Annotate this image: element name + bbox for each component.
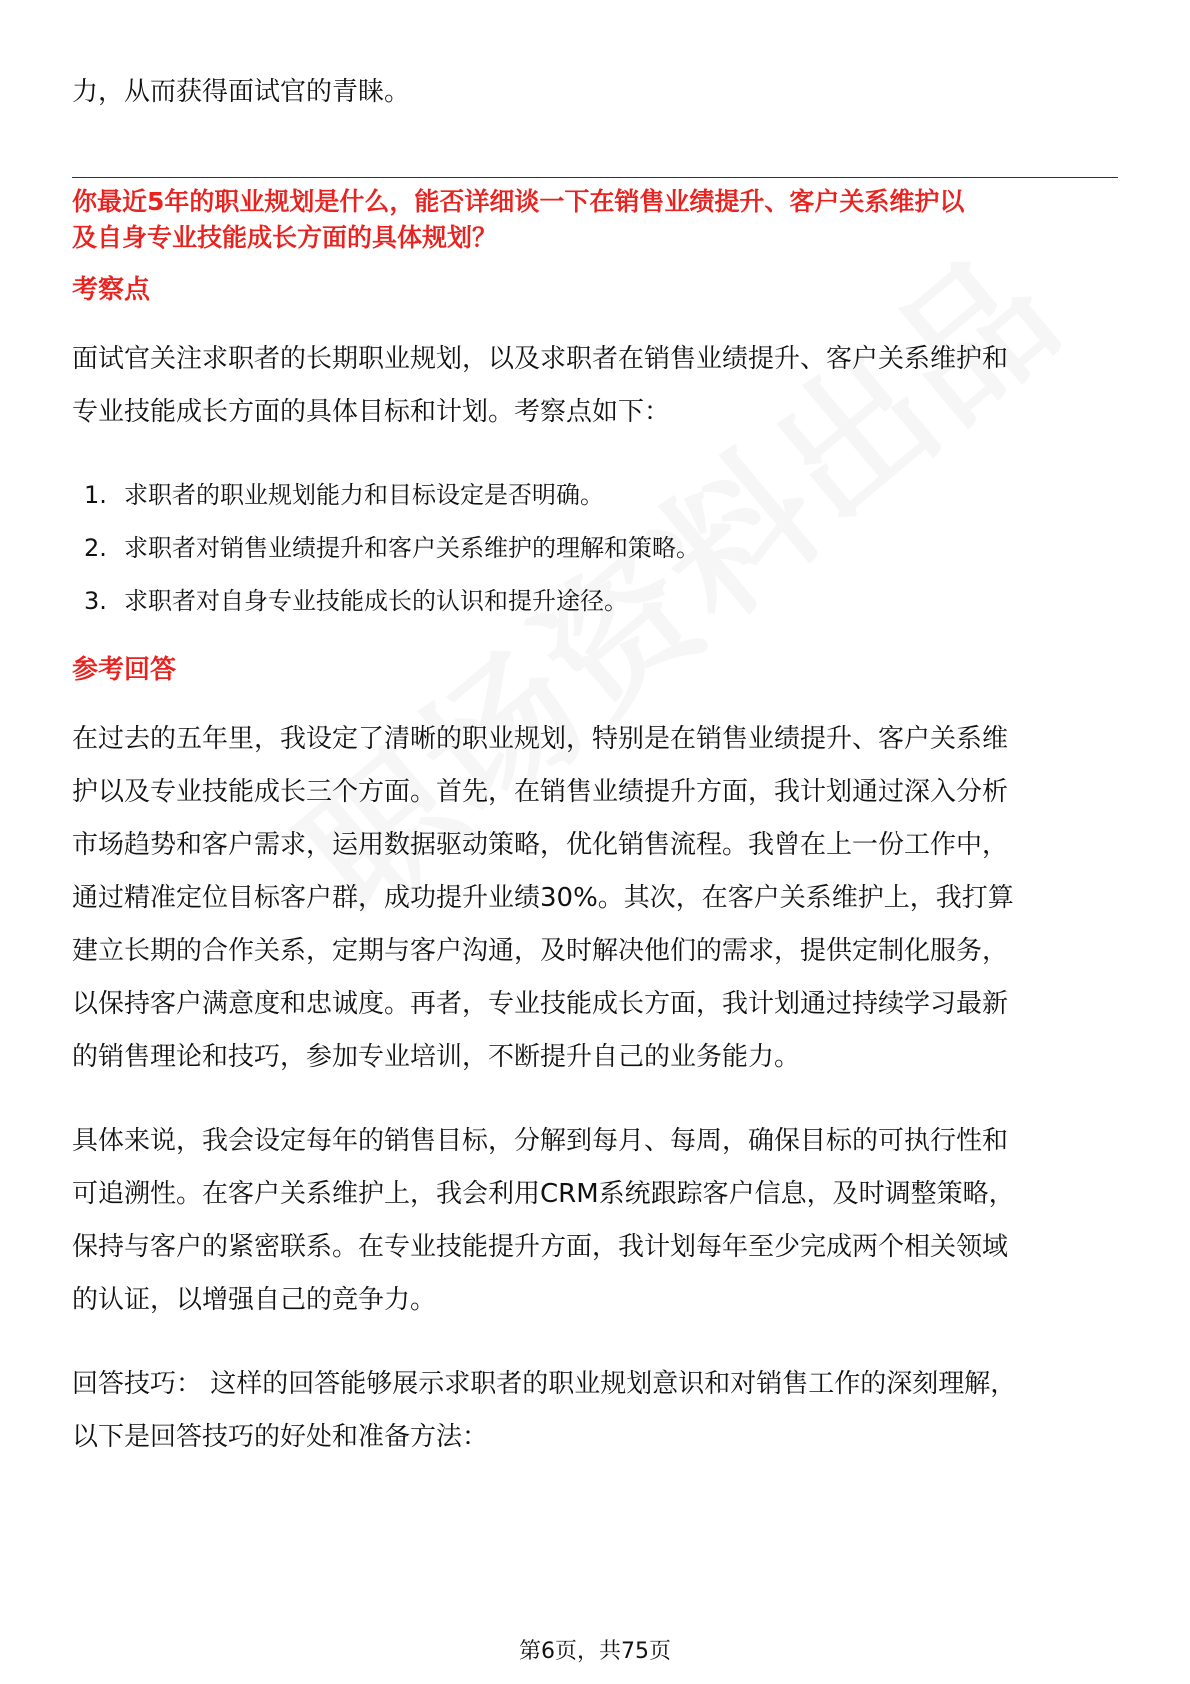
list-number: 3. (84, 587, 107, 615)
answer-line: 在过去的五年里，我设定了清晰的职业规划，特别是在销售业绩提升、客户关系维 (72, 724, 1009, 754)
list-number: 1. (84, 481, 107, 509)
answer-line: 具体来说，我会设定每年的销售目标，分解到每月、每周，确保目标的可执行性和 (72, 1126, 1009, 1156)
list-text: 求职者的职业规划能力和目标设定是否明确。 (124, 481, 604, 509)
answer-heading: 参考回答 (72, 655, 177, 685)
answer-line: 护以及专业技能成长三个方面。首先，在销售业绩提升方面，我计划通过深入分析 (72, 777, 1009, 807)
tips-line: 以下是回答技巧的好处和准备方法： (72, 1422, 489, 1452)
answer-line: 以保持客户满意度和忠诚度。再者，专业技能成长方面，我计划通过持续学习最新 (72, 989, 1009, 1019)
focus-paragraph-line: 面试官关注求职者的长期职业规划，以及求职者在销售业绩提升、客户关系维护和 (72, 344, 1009, 374)
focus-heading: 考察点 (72, 275, 151, 305)
answer-line: 建立长期的合作关系，定期与客户沟通，及时解决他们的需求，提供定制化服务， (72, 936, 1009, 966)
answer-line: 保持与客户的紧密联系。在专业技能提升方面，我计划每年至少完成两个相关领域 (72, 1232, 1009, 1262)
page-number: 第6页，共75页 (519, 1639, 671, 1664)
answer-line: 的销售理论和技巧，参加专业培训，不断提升自己的业务能力。 (72, 1042, 801, 1072)
focus-list-item (84, 582, 628, 620)
question-line: 你最近5年的职业规划是什么，能否详细谈一下在销售业绩提升、客户关系维护以 (72, 187, 965, 216)
focus-list-item (84, 529, 700, 567)
answer-line: 市场趋势和客户需求，运用数据驱动策略，优化销售流程。我曾在上一份工作中， (72, 830, 1009, 860)
focus-paragraph-line: 专业技能成长方面的具体目标和计划。考察点如下： (72, 397, 671, 427)
intro-tail: 力，从而获得面试官的青睐。 (72, 77, 411, 107)
tips-line: 回答技巧： 这样的回答能够展示求职者的职业规划意识和对销售工作的深刻理解， (72, 1369, 1017, 1399)
divider (72, 177, 1118, 178)
answer-line: 可追溯性。在客户关系维护上，我会利用CRM系统跟踪客户信息，及时调整策略， (72, 1179, 1015, 1209)
focus-list-item (84, 476, 604, 514)
list-text: 求职者对销售业绩提升和客户关系维护的理解和策略。 (124, 534, 700, 562)
list-text: 求职者对自身专业技能成长的认识和提升途径。 (124, 587, 628, 615)
question-line: 及自身专业技能成长方面的具体规划？ (72, 223, 498, 252)
list-number: 2. (84, 534, 107, 562)
answer-line: 的认证，以增强自己的竞争力。 (72, 1285, 437, 1315)
answer-line: 通过精准定位目标客户群，成功提升业绩30%。其次，在客户关系维护上，我打算 (72, 883, 1014, 913)
